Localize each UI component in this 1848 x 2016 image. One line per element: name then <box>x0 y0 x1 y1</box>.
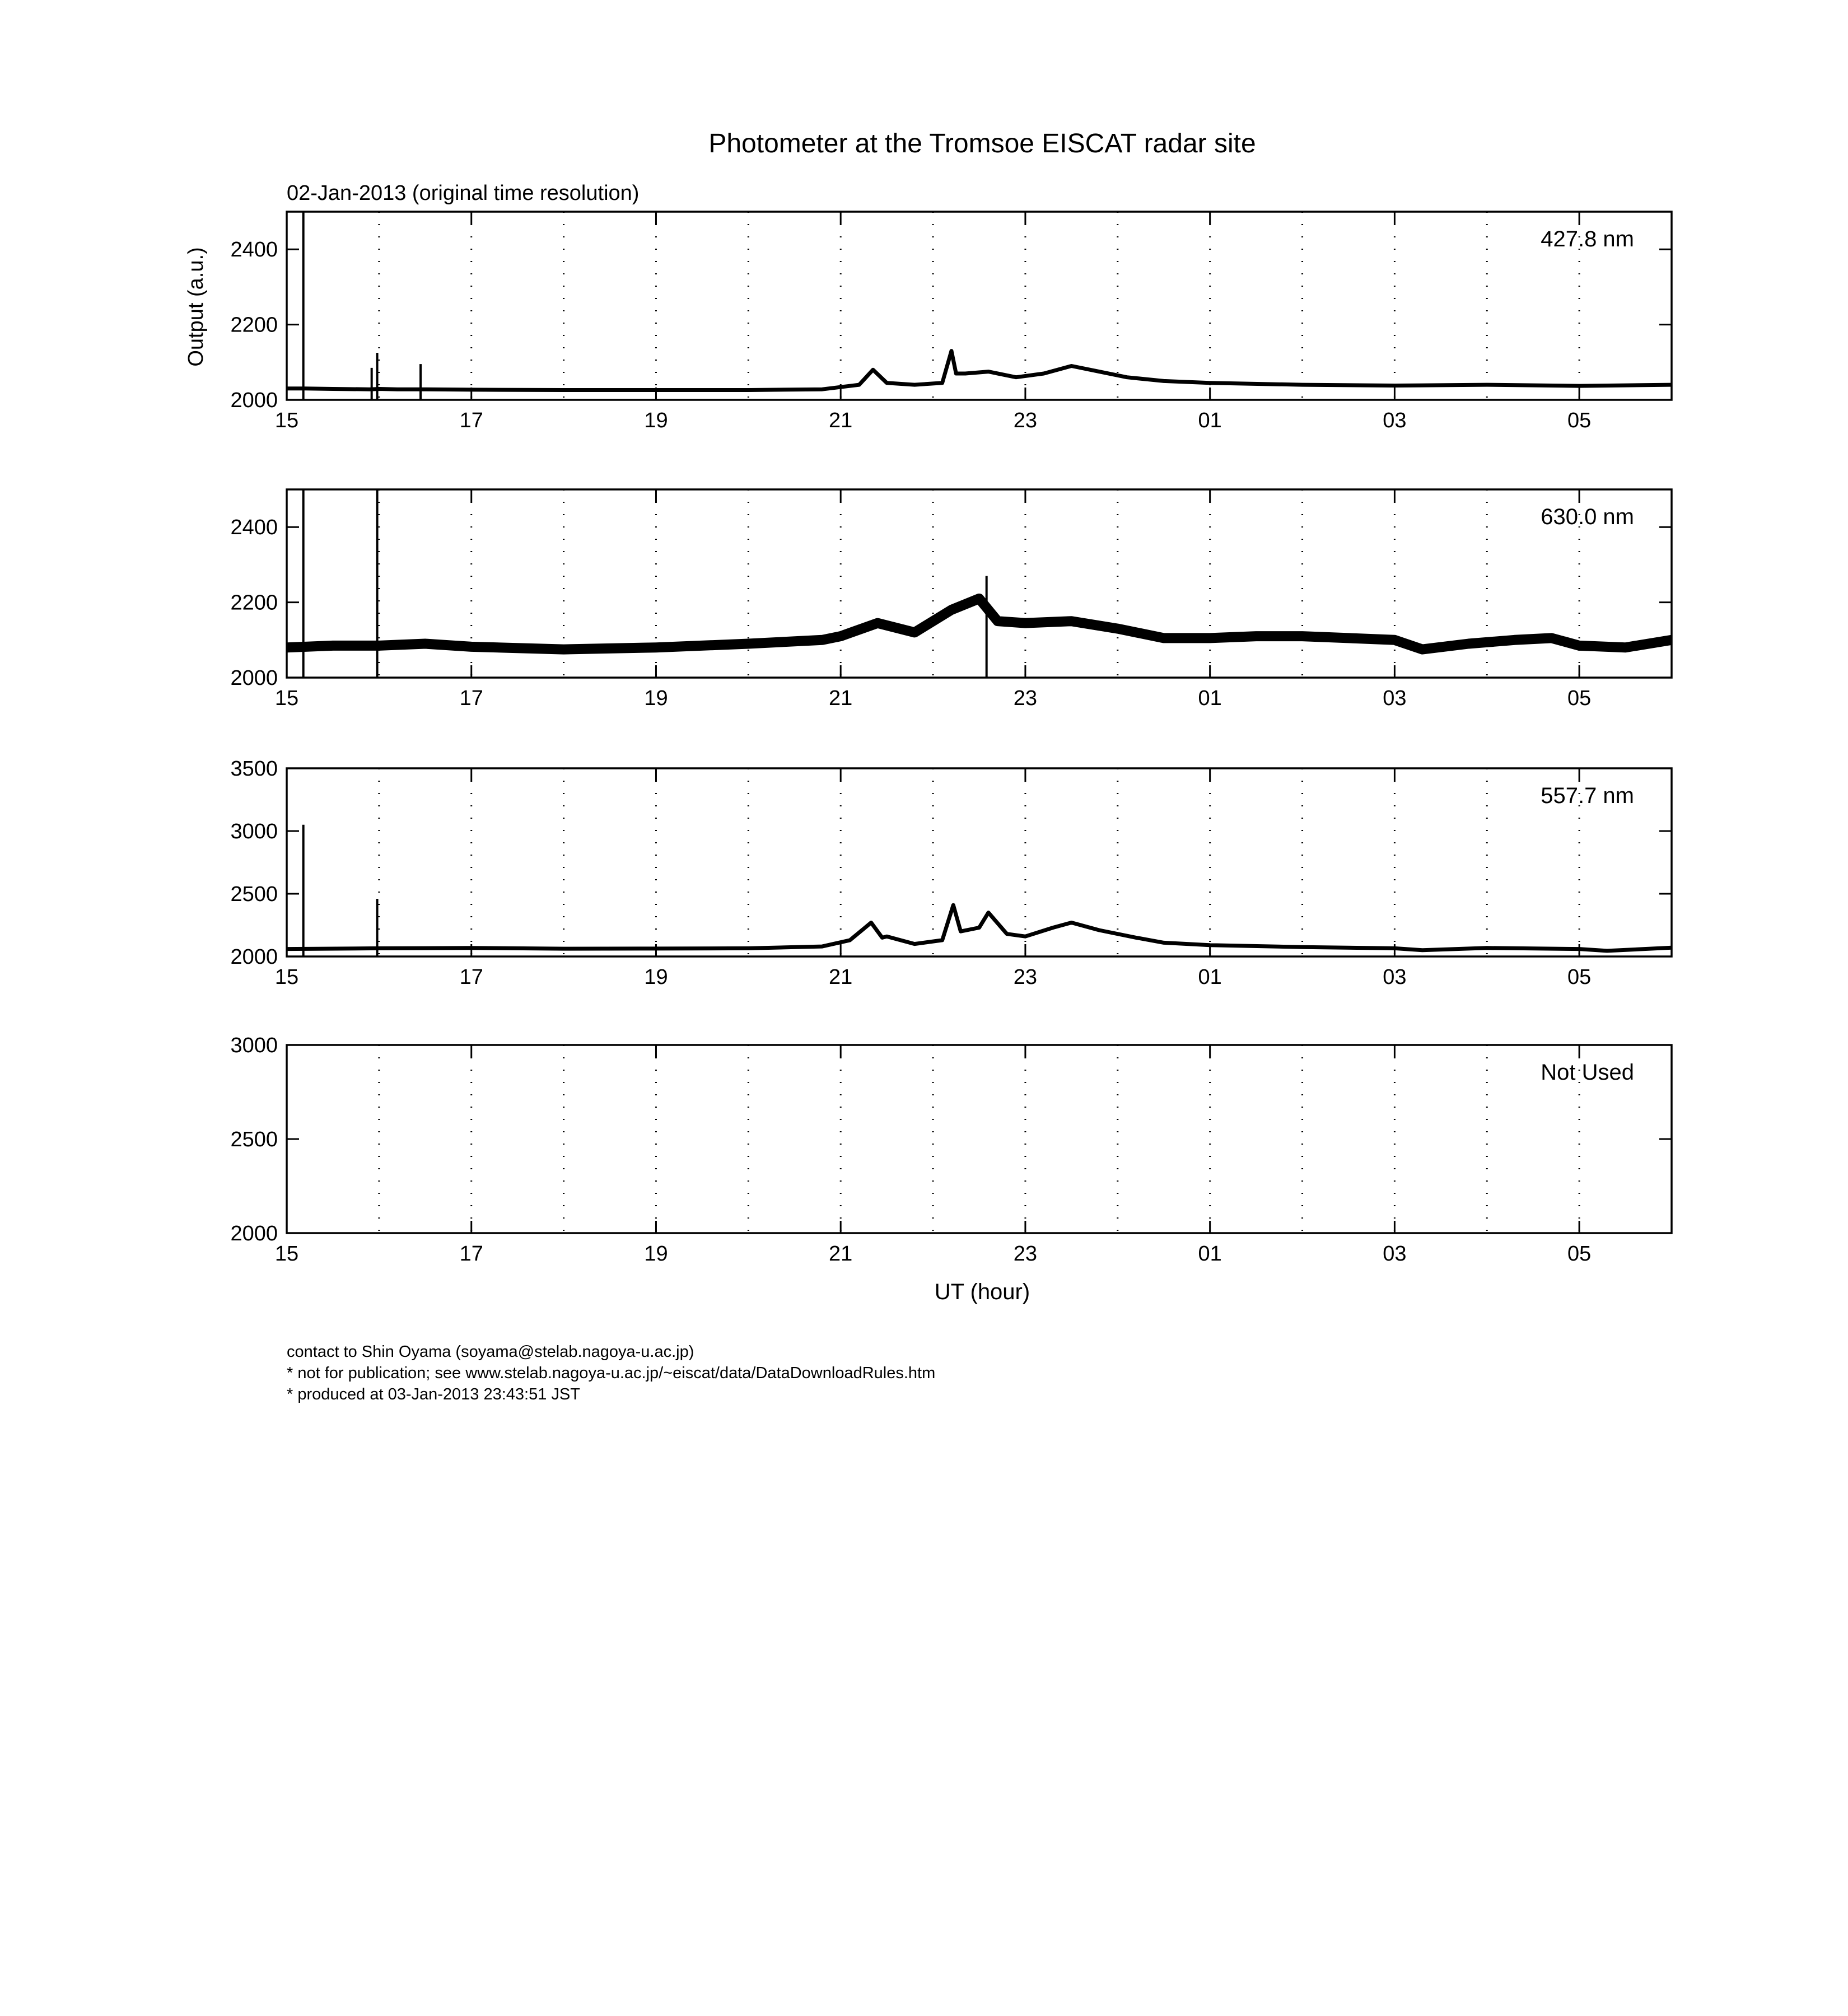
x-tick-label: 05 <box>1567 1242 1592 1266</box>
y-tick-label: 2000 <box>230 945 278 969</box>
x-tick-label: 15 <box>274 687 299 710</box>
chart-title: Photometer at the Tromsoe EISCAT radar site <box>708 129 1256 158</box>
x-tick-label: 17 <box>459 965 483 989</box>
x-tick-label: 01 <box>1198 687 1222 710</box>
panel-label-427.8: 427.8 nm <box>1541 227 1634 251</box>
x-tick-label: 03 <box>1383 687 1407 710</box>
x-tick-label: 21 <box>829 409 853 432</box>
y-tick-label: 3500 <box>230 757 278 781</box>
x-tick-label: 03 <box>1383 409 1407 432</box>
x-axis-label: UT (hour) <box>934 1280 1030 1304</box>
y-tick-label: 2500 <box>230 883 278 906</box>
panel-not-used <box>230 1034 1672 1266</box>
x-tick-label: 21 <box>829 965 853 989</box>
x-tick-label: 19 <box>644 965 668 989</box>
chart-subtitle: 02-Jan-2013 (original time resolution) <box>287 181 640 205</box>
x-tick-label: 17 <box>459 409 483 432</box>
footer-notes <box>287 1341 935 1405</box>
x-tick-label: 19 <box>644 687 668 710</box>
x-tick-label: 21 <box>829 1242 853 1266</box>
x-tick-label: 19 <box>644 409 668 432</box>
panel-label-not-used: Not Used <box>1541 1060 1634 1085</box>
y-tick-label: 2400 <box>230 238 278 262</box>
footer-publication-note: * not for publication; see www.stelab.nagoya-u.ac.jp/~eiscat/data/DataDownloadRules.htm <box>287 1364 936 1382</box>
y-tick-label: 2200 <box>230 313 278 337</box>
x-tick-label: 23 <box>1013 409 1038 432</box>
y-tick-label: 2000 <box>230 1222 278 1245</box>
y-tick-label: 2000 <box>230 666 278 690</box>
x-tick-label: 17 <box>459 1242 483 1266</box>
panel-label-557.7: 557.7 nm <box>1541 783 1634 808</box>
y-tick-label: 2000 <box>230 389 278 412</box>
x-tick-label: 15 <box>274 409 299 432</box>
x-tick-label: 21 <box>829 687 853 710</box>
panel-630.0 <box>230 489 1672 710</box>
x-tick-label: 01 <box>1198 965 1222 989</box>
x-tick-label: 05 <box>1567 687 1592 710</box>
footer-contact: contact to Shin Oyama (soyama@stelab.nagoya-u.ac.jp) <box>287 1343 694 1361</box>
series-line-427.8 <box>287 351 1672 390</box>
x-tick-label: 01 <box>1198 409 1222 432</box>
x-tick-label: 03 <box>1383 965 1407 989</box>
series-line-557.7 <box>287 905 1672 951</box>
y-tick-label: 2200 <box>230 591 278 615</box>
y-tick-label: 3000 <box>230 1034 278 1057</box>
series-line-630.0 <box>287 599 1672 650</box>
x-tick-label: 01 <box>1198 1242 1222 1266</box>
panels <box>230 212 1672 1266</box>
y-tick-label: 3000 <box>230 820 278 843</box>
y-tick-label: 2400 <box>230 516 278 540</box>
x-tick-label: 19 <box>644 1242 668 1266</box>
x-tick-label: 05 <box>1567 965 1592 989</box>
x-tick-label: 23 <box>1013 687 1038 710</box>
x-tick-label: 17 <box>459 687 483 710</box>
axes-box <box>287 1045 1672 1233</box>
y-axis-label: Output (a.u.) <box>184 247 208 367</box>
panel-label-630.0: 630.0 nm <box>1541 505 1634 529</box>
x-tick-label: 15 <box>274 1242 299 1266</box>
x-tick-label: 23 <box>1013 965 1038 989</box>
x-tick-label: 15 <box>274 965 299 989</box>
x-tick-label: 03 <box>1383 1242 1407 1266</box>
footer-produced-timestamp: * produced at 03-Jan-2013 23:43:51 JST <box>287 1385 580 1403</box>
x-tick-label: 23 <box>1013 1242 1038 1266</box>
y-tick-label: 2500 <box>230 1128 278 1151</box>
panel-427.8 <box>230 212 1672 432</box>
panel-557.7 <box>230 757 1672 989</box>
x-tick-label: 05 <box>1567 409 1592 432</box>
